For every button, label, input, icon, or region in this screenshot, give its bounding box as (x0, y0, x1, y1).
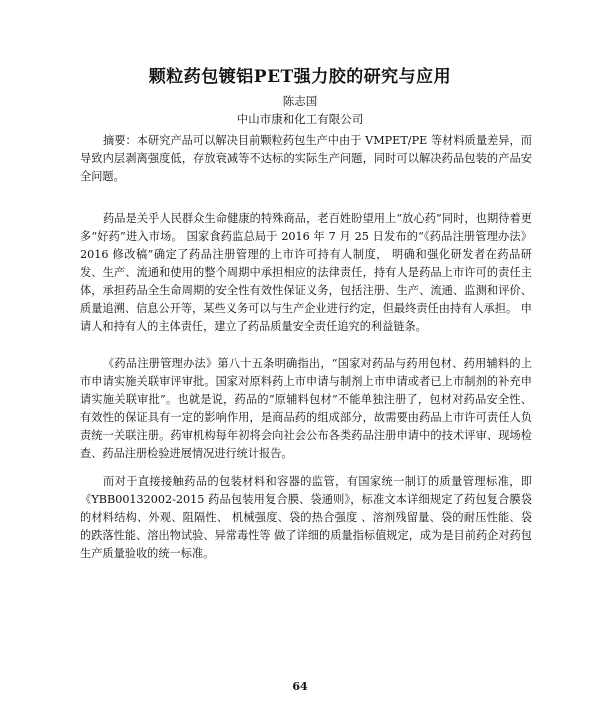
author-name: 陈志国 (282, 94, 318, 108)
body-paragraph: 药品是关乎人民群众生命健康的特殊商品，老百姓盼望用上“放心药”同时，也期待着更多“好药”进入市场。 国家食药监总局于 2016 年 7 月 25 日发布的“《药品注册管理办法》2016 修改稿”确定了药品注册管理的上市许可持有人制度， 明确和强化研发者在药品研发、生产、流通和使用的整个周期中承担相应的法律责任，持有人是药品上市许可的责任主体，承担药品全生命周期的安全性有效性保证义务，包括注册、生产、流通、监测和评价、质量追溯、信息公开等，某些义务可以与生产企业进行约定，但最终责任由持有人承担。 申请人和持有人的主体责任，建立了药品质量安全责任追究的利益链条。 (80, 212, 532, 333)
page-number: 64 (292, 680, 308, 693)
article-title: 颗粒药包镀铝PET强力胶的研究与应用 (148, 67, 452, 87)
author-affiliation: 中山市康和化工有限公司 (236, 112, 364, 126)
body-paragraph: 《药品注册管理办法》第八十五条明确指出，“国家对药品与药用包材、药用辅料的上市申请实施关联审评审批。国家对原料药上市申请与制剂上市申请或者已上市制剂的补充申请实施关联审批”。也就是说，药品的“原辅料包材”不能单独注册了，包材对药品安全性、有效性的保证具有一定的影响作用，是商品药的组成部分，故需要由药品上市许可责任人负责统一关联注册。药审机构每年初将会向社会公布各类药品注册申请中的技术评审、现场检查、药品注册检验进展情况进行统计报告。 (80, 357, 532, 460)
body-paragraph: 而对于直接接触药品的包装材料和容器的监管，有国家统一制订的质量管理标准，即《YBB00132002-2015 药品包装用复合膜、袋通则》，标准文本详细规定了药包复合膜袋的材料结构、外观、阻隔性、 机械强度、袋的热合强度 、溶剂残留量、袋的耐压性能、袋的跌落性能、溶出物试验、异常毒性等 做了详细的质量指标值规定，成为是目前药企对药包生产质量验收的统一标准。 (80, 475, 532, 560)
abstract: 摘要：本研究产品可以解决目前颗粒药包生产中由于 VMPET/PE 等材料质量差异，而导致内层剥离强度低，存放衰减等不达标的实际生产问题，同时可以解决药品包装的产品安全问题。 (80, 134, 532, 183)
